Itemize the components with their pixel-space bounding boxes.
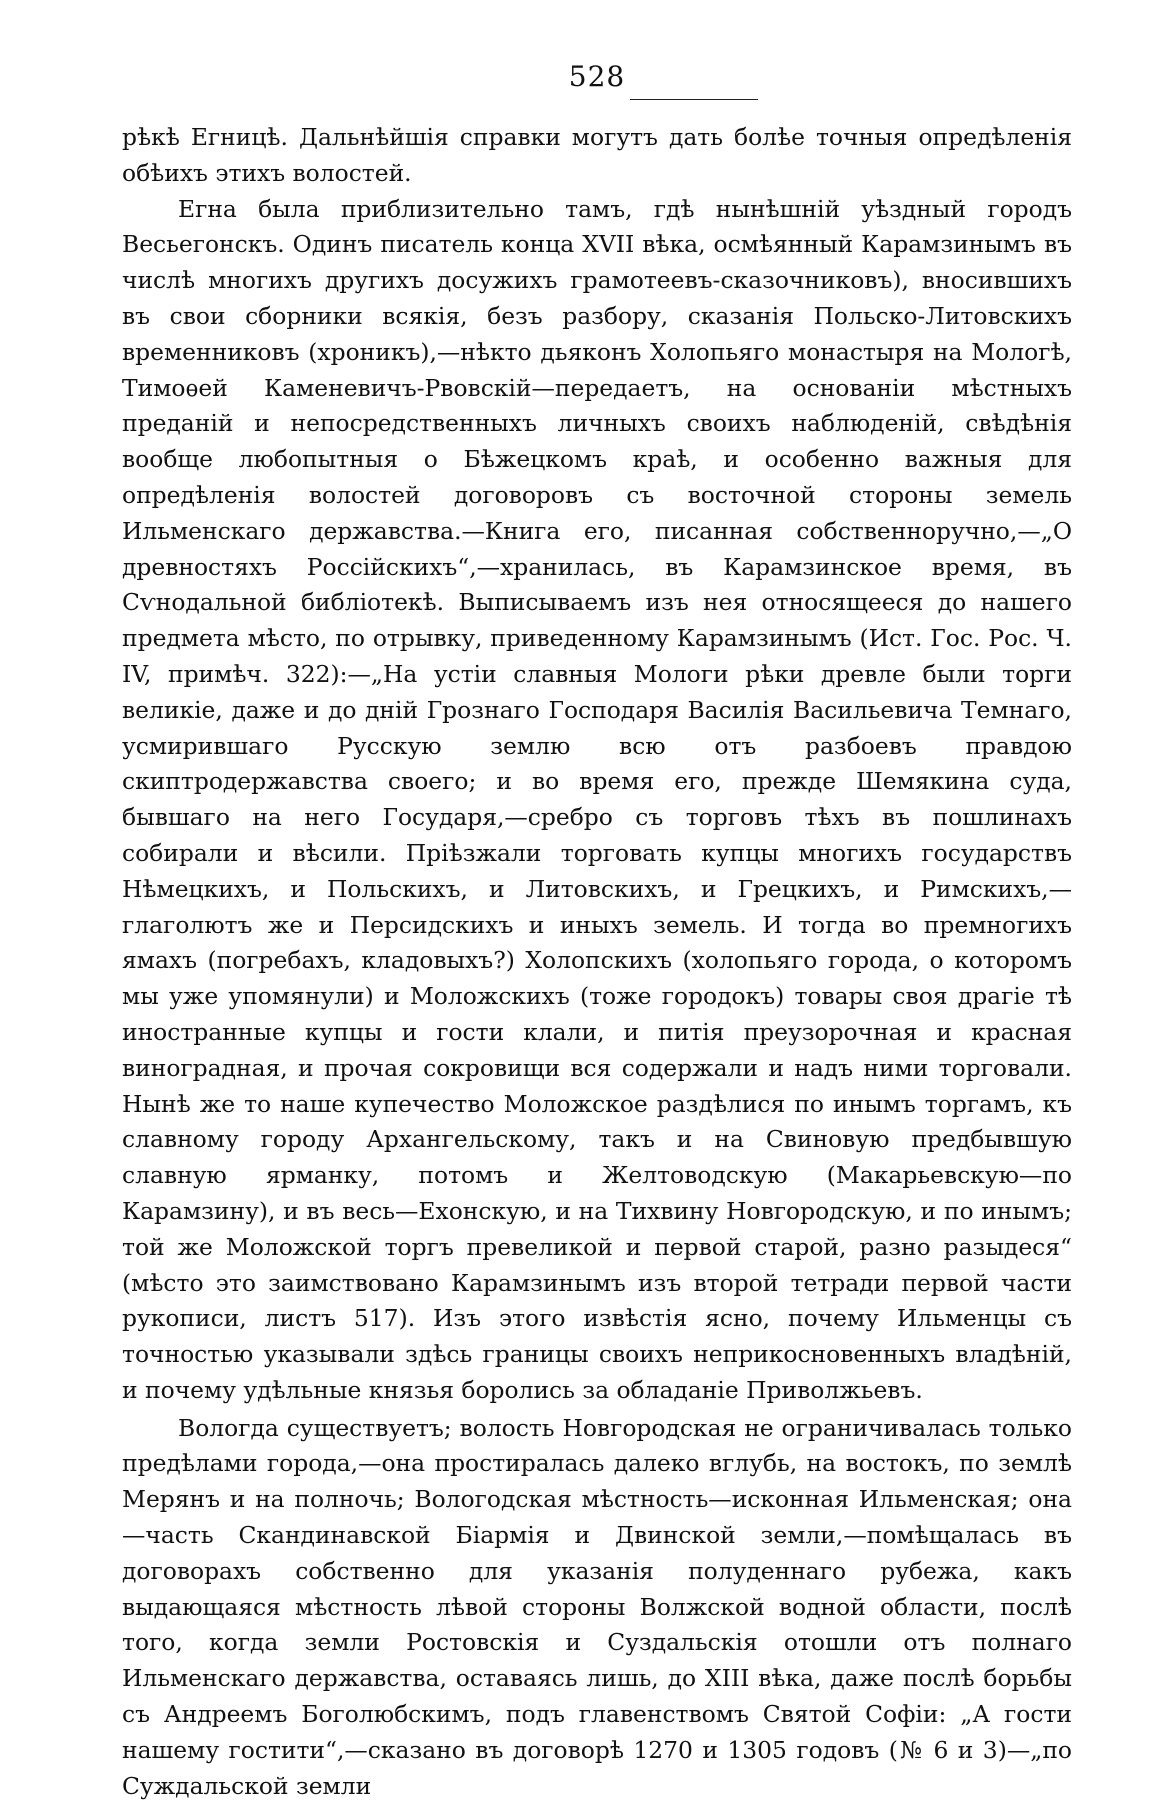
page-number: 528 bbox=[568, 60, 626, 93]
page-number-rule bbox=[630, 99, 758, 100]
page-body-text bbox=[122, 120, 1072, 1804]
paragraph-continuation: рѣкѣ Егницѣ. Дальнѣйшія справки могутъ дать болѣе точныя опредѣленія обѣихъ этихъ волостей. bbox=[122, 123, 1072, 187]
paragraph-egna: Егна была приблизительно тамъ, гдѣ нынѣшній уѣздный городъ Весьегонскъ. Одинъ писатель конца XVII вѣка, осмѣянный Карамзинымъ въ числѣ многихъ другихъ досужихъ грамотеевъ-сказочниковъ), вносившихъ въ свои сборники всякія, безъ разбору, сказанія Польско-Литовскихъ временниковъ (хроникъ),—нѣкто дьяконъ Холопьяго монастыря на Мологѣ, Тимоѳей Каменевичъ-Рвовскій—передаетъ, на основаніи мѣстныхъ преданій и непосредственныхъ личныхъ своихъ наблюденій, свѣдѣнія вообще любопытныя о Бѣжецкомъ краѣ, и особенно важныя для опредѣленія волостей договоровъ съ восточной стороны земель Ильменскаго державства.—Книга его, писанная собственноручно,—„О древностяхъ Россійскихъ“,—хранилась, въ Карамзинское время, въ Сѵнодальной библіотекѣ. Выписываемъ изъ нея относящееся до нашего предмета мѣсто, по отрывку, приведенному Карамзинымъ (Ист. Гос. Рос. Ч. IV, примѣч. 322):—„На устіи славныя Мологи рѣки древле были торги великіе, даже и до дній Грознаго Господаря Василія Васильевича Темнаго, усмирившаго Русскую землю всю отъ разбоевъ правдою скиптродержавства своего; и во время его, прежде Шемякина суда, бывшаго на него Государя,—сребро съ торговъ тѣхъ въ пошлинахъ собирали и вѣсили. Пріѣзжали торговать купцы многихъ государствъ Нѣмецкихъ, и Польскихъ, и Литовскихъ, и Грецкихъ, и Римскихъ,—глаголютъ же и Персидскихъ и иныхъ земель. И тогда во премногихъ ямахъ (погребахъ, кладовыхъ?) Холопскихъ (холопьяго города, о которомъ мы уже упомянули) и Моложскихъ (тоже городокъ) товары своя драгіе тѣ иностранные купцы и гости клали, и питія преузорочная и красная виноградная, и прочая сокровищи вся содержали и надъ ними торговали. Нынѣ же то наше купечество Моложское раздѣлися по инымъ торгамъ, къ славному городу Архангельскому, такъ и на Свиновую предбывшую славную ярманку, потомъ и Желтоводскую (Макарьевскую—по Карамзину), и въ весь—Ехонскую, и на Тихвину Новгородскую, и по инымъ; той же Моложской торгъ превеликой и первой старой, разно разыдеся“ (мѣсто это заимствовано Карамзинымъ изъ второй тетради первой части рукописи, листъ 517). Изъ этого извѣстія ясно, почему Ильменцы съ точностью указывали здѣсь границы своихъ неприкосновенныхъ владѣній, и почему удѣльные князья боролись за обладаніе Приволжьевъ. bbox=[122, 194, 1072, 1404]
paragraph-vologda: Вологда существуетъ; волость Новгородская не ограничивалась только предѣлами города,—она простиралась далеко вглубь, на востокъ, по землѣ Мерянъ и на полночь; Вологодская мѣстность—исконная Ильменская; она—часть Скандинавской Біармія и Двинской земли,—помѣщалась въ договорахъ собственно для указанія полуденнаго рубежа, какъ выдающаяся мѣстность лѣвой стороны Волжской водной области, послѣ того, когда земли Ростовскія и Суздальскія отошли отъ полнаго Ильменскаго державства, оставаясь лишь, до XIII вѣка, даже послѣ борьбы съ Андреемъ Боголюбскимъ, подъ главенствомъ Святой Софіи: „А гости нашему гостити“,—сказано въ договорѣ 1270 и 1305 годовъ (№ 6 и 3)—„по Суждальской земли bbox=[122, 1413, 1072, 1800]
